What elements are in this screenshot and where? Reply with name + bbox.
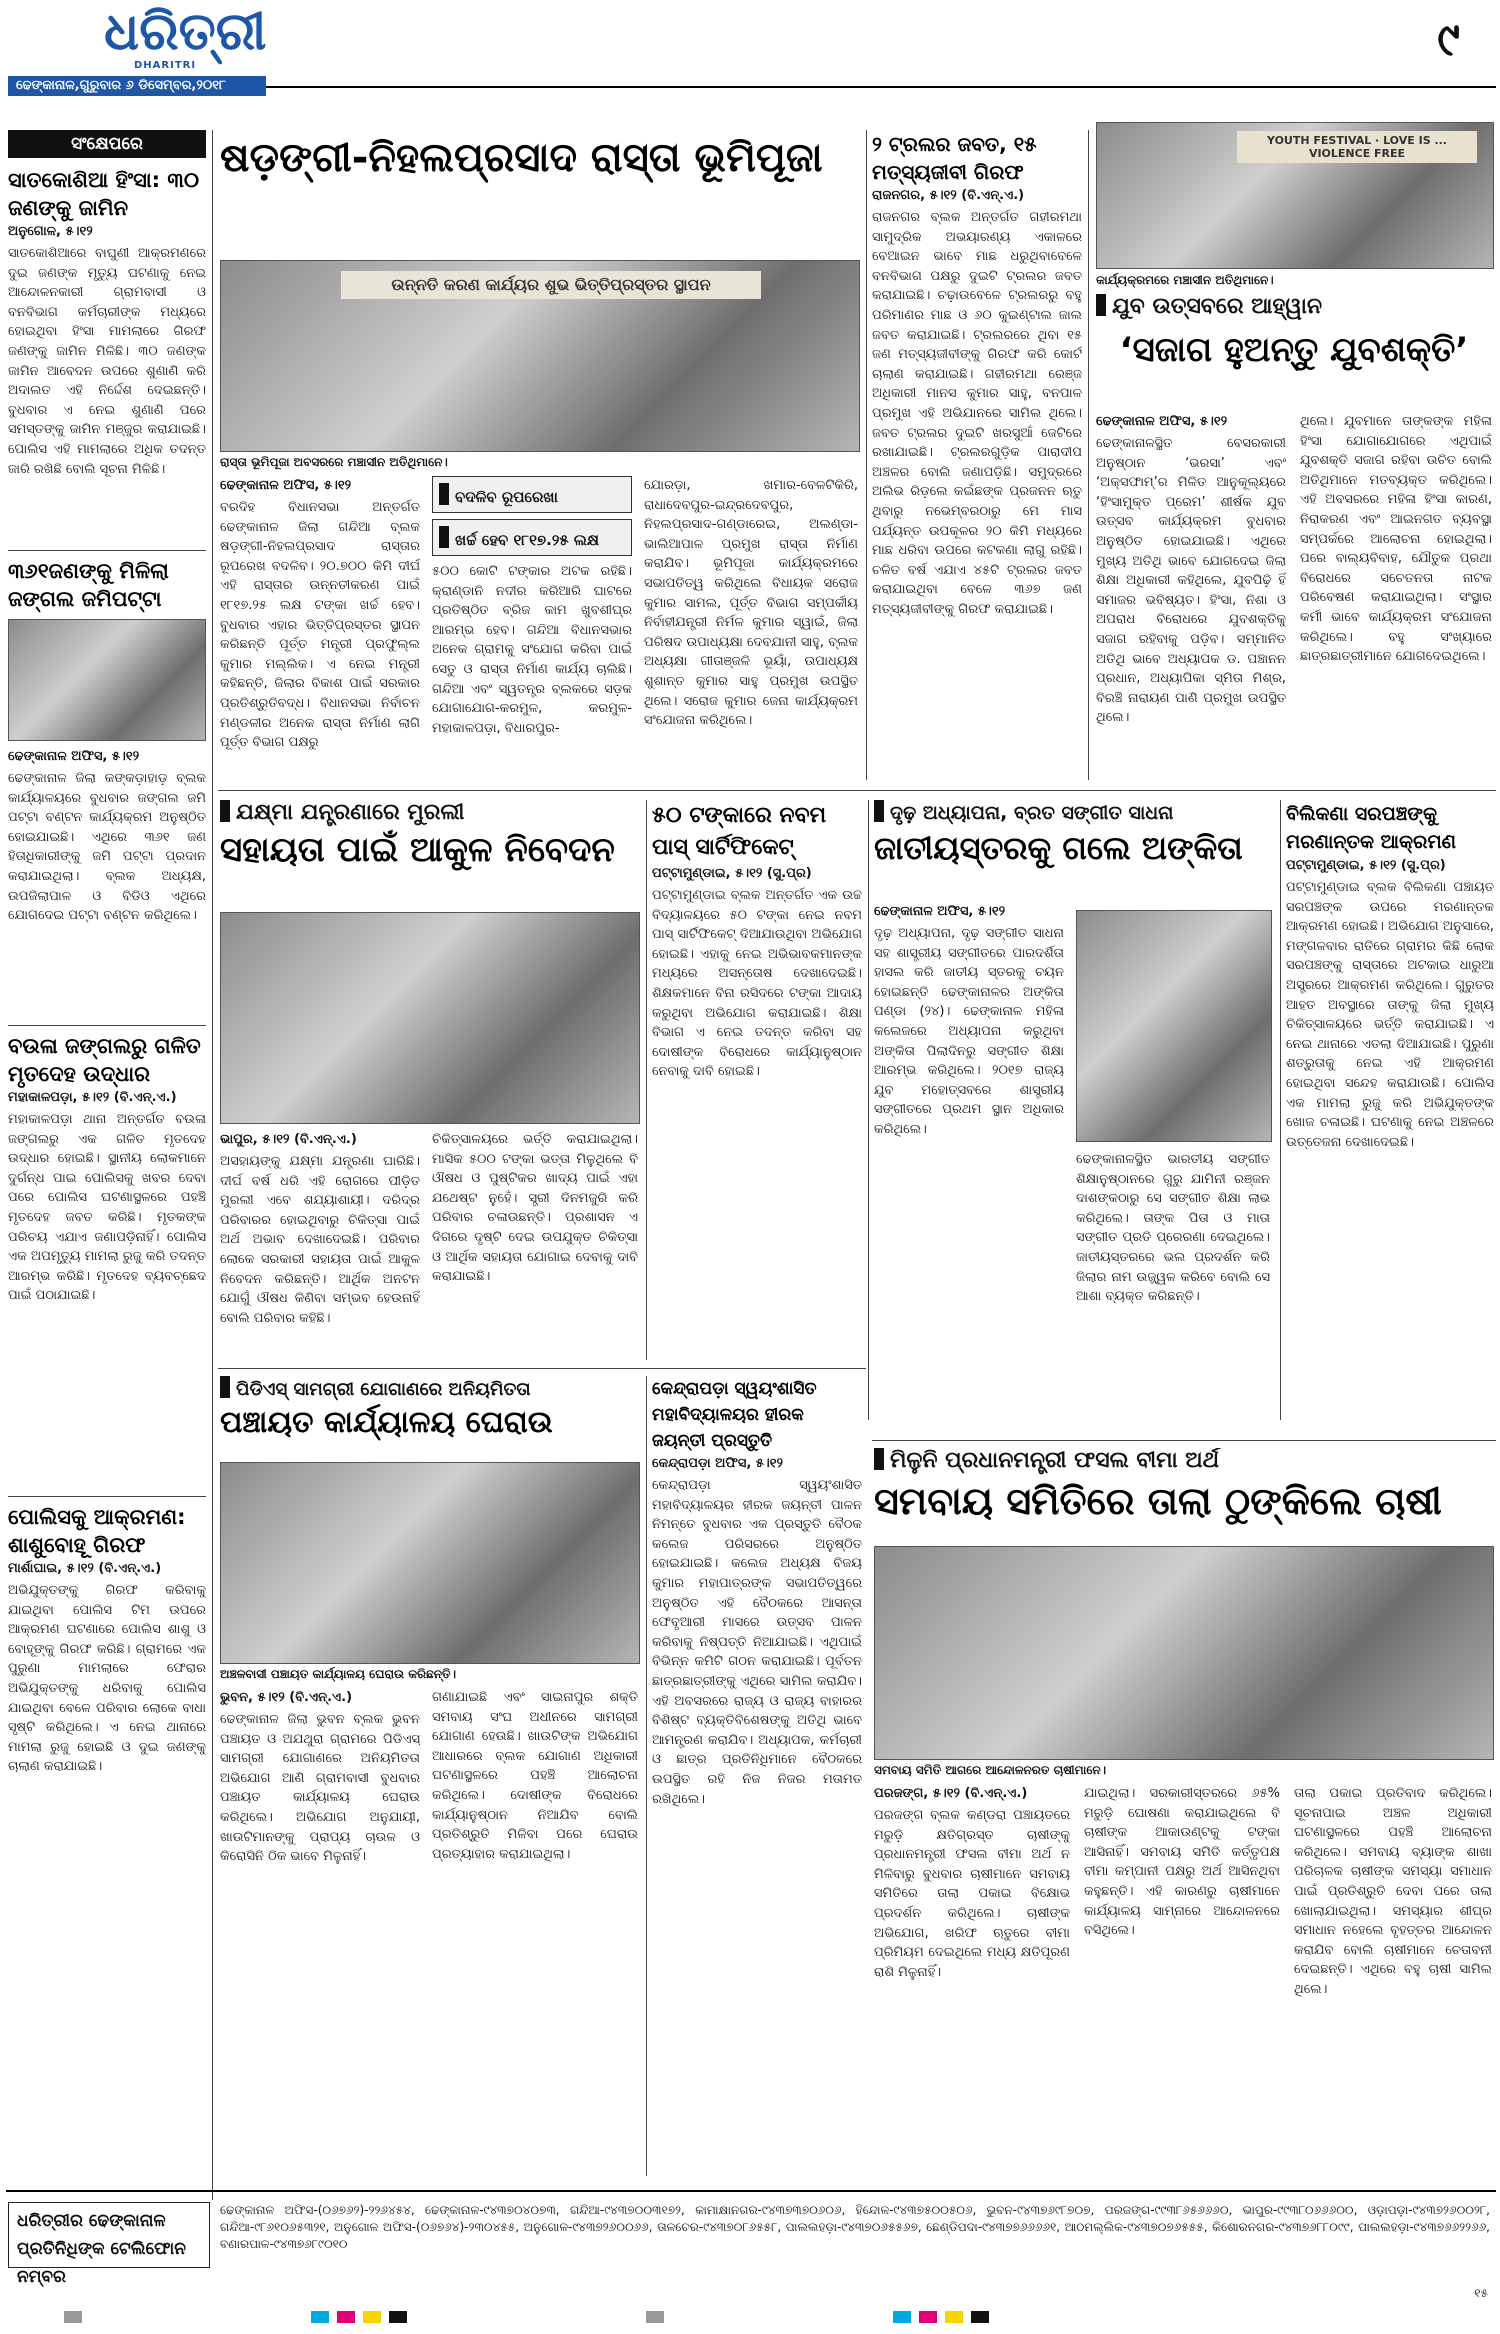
reg-swatch	[919, 2311, 937, 2323]
kendrapara-body: କେନ୍ଦ୍ରାପଡ଼ା ସ୍ୱୟଂଶାସିତ ମହାବିଦ୍ୟାଳୟର ହୀରକ ଜୟନ୍ତୀ ପାଳନ ନିମନ୍ତେ ବୁଧବାର ଏକ ପ୍ରସ୍ତୁତି ବୈଠକ କଲେଜ ପରିସରରେ ଅନୁଷ୍ଠିତ ହୋଇଯାଇଛି। କଲେଜ ଅଧ୍ୟକ୍ଷ ବିଜୟ କୁମାର ମହାପାତ୍ରଙ୍କ ସଭାପତିତ୍ୱରେ ଅନୁଷ୍ଠିତ ଏହି ବୈଠକରେ ଆସନ୍ତା ଫେବୃଆରୀ ମାସରେ ଉତ୍ସବ ପାଳନ କରିବାକୁ ନିଷ୍ପତ୍ତି ନିଆଯାଇଛି। ଏଥିପାଇଁ ବିଭିନ୍ନ କମିଟି ଗଠନ କରାଯାଇଛି। ପୂର୍ବତନ ଛାତ୍ରଛାତ୍ରୀଙ୍କୁ ଏଥିରେ ସାମିଲ କରାଯିବ। ଏହି ଅବସରରେ ରାଜ୍ୟ ଓ ରାଜ୍ୟ ବାହାରର ବିଶିଷ୍ଟ ବ୍ୟକ୍ତିବିଶେଷଙ୍କୁ ଅତିଥି ଭାବେ ଆମନ୍ତ୍ରଣ କରାଯିବ। ଅଧ୍ୟାପକ, କର୍ମଚାରୀ ଓ ଛାତ୍ର ପ୍ରତିନିଧିମାନେ ବୈଠକରେ ଉପସ୍ଥିତ ରହି ନିଜ ନିଜର ମତାମତ ରଖିଥିଲେ।	[652, 1478, 862, 1807]
coop-body-1: ପରଜଙ୍ଗ ବ୍ଲକ କଣ୍ଡରା ପଞ୍ଚାୟତରେ ମରୁଡ଼ି କ୍ଷତିଗ୍ରସ୍ତ ଚାଷୀଙ୍କୁ ପ୍ରଧାନମନ୍ତ୍ରୀ ଫସଲ ବୀମା ଅର୍ଥ ନ ମିଳିବାରୁ ବୁଧବାର ଚାଷୀମାନେ ସମବାୟ ସମିତିରେ ତାଲା ପକାଇ ବିକ୍ଷୋଭ ପ୍ରଦର୍ଶନ କରିଥିଲେ। ଚାଷୀଙ୍କ ଅଭିଯୋଗ, ଖରିଫ ଋତୁରେ ବୀମା ପ୍ରିମିୟମ ଦେଇଥିଲେ ମଧ୍ୟ କ୍ଷତିପୂରଣ ରାଶି ମିଳୁନାହିଁ।	[874, 1808, 1070, 1980]
youth-dateline: ଢେଙ୍କାନାଳ ଅଫିସ, ୫।୧୨	[1096, 414, 1228, 429]
coop-headline: ସମବାୟ ସମିତିରେ ତାଲା ଠୁଙ୍କିଲେ ଚାଷୀ	[874, 1479, 1442, 1523]
lead-column-1	[220, 476, 420, 776]
youth-story	[1096, 122, 1494, 782]
page-corner-number: ୧୫	[1474, 2286, 1488, 2300]
brief-dateline: ମହାକାଳପଡ଼ା, ୫।୧୨ (ବି.ଏନ୍.ଏ.)	[8, 1090, 177, 1105]
kicker-bar-icon	[220, 800, 230, 822]
logo	[104, 1, 267, 71]
tb-headline: ସହାୟତା ପାଇଁ ଆକୁଳ ନିବେଦନ	[220, 830, 615, 870]
pds-caption: ଅଞ୍ଚଳବାସୀ ପଞ୍ଚାୟତ କାର୍ଯ୍ୟାଳୟ ଘେରାଉ କରିଛନ୍ତି।	[220, 1667, 456, 1681]
reg-swatch	[971, 2311, 989, 2323]
reg-swatch	[646, 2311, 664, 2323]
ankita-column-2	[1076, 1150, 1270, 1420]
coop-caption: ସମବାୟ ସମିତି ଆଗରେ ଆନ୍ଦୋଳନରତ ଚାଷୀମାନେ।	[874, 1763, 1107, 1777]
youth-caption: କାର୍ଯ୍ୟକ୍ରମରେ ମଞ୍ଚାସୀନ ଅତିଥିମାନେ।	[1096, 273, 1274, 287]
brief-headline: ବଉଳା ଜଙ୍ଗଲରୁ ଗଳିତ ମୃତଦେହ ଉଦ୍ଧାର	[8, 1034, 201, 1086]
lead-photo	[220, 260, 860, 452]
lead-box-1-text: ବଦଳିବ ରୂପରେଖା	[455, 488, 558, 506]
lead-headline: ଷଡ଼ଙ୍ଗୀ-ନିହଲପ୍ରସାଦ ରାସ୍ତା ଭୂମିପୂଜା	[220, 135, 823, 181]
brief-item	[8, 557, 206, 1019]
kicker-bar-icon	[1096, 294, 1106, 316]
coop-body-2: ଯାଇଥିଲା। ସରକାରୀସ୍ତରରେ ୬୫% ମରୁଡ଼ି ଘୋଷଣା କରାଯାଇଥିଲେ ବି ଚାଷୀଙ୍କ ଆକାଉଣ୍ଟକୁ ଟଙ୍କା ଆସିନାହିଁ। ସମବାୟ ସମିତି କର୍ତ୍ତୃପକ୍ଷ ବୀମା କମ୍ପାନୀ ପକ୍ଷରୁ ଅର୍ଥ ଆସିନଥିବା କହୁଛନ୍ତି। ଏହି କାରଣରୁ ଚାଷୀମାନେ କାର୍ଯ୍ୟାଳୟ ସାମ୍ନାରେ ଆନ୍ଦୋଳନରେ ବସିଥିଲେ।	[1084, 1786, 1280, 1939]
pds-body-2: ଗଣାଯାଇଛି ଏବଂ ସାଇନାପୁର ଶକ୍ତି ସମବାୟ ସଂଘ ଅଧୀନରେ ସାମଗ୍ରୀ ଯୋଗାଣ ହେଉଛି। ଖାଉଟିଙ୍କ ଅଭିଯୋଗ ଆଧାରରେ ବ୍ଲକ ଯୋଗାଣ ଅଧିକାରୀ ଘଟଣାସ୍ଥଳରେ ପହଞ୍ଚି ଆଲୋଚନା କରିଥିଲେ। ଦୋଷୀଙ୍କ ବିରୋଧରେ କାର୍ଯ୍ୟାନୁଷ୍ଠାନ ନିଆଯିବ ବୋଲି ପ୍ରତିଶ୍ରୁତି ମିଳିବା ପରେ ଘେରାଉ ପ୍ରତ୍ୟାହାର କରାଯାଇଥିଲା।	[432, 1690, 638, 1862]
phone-list	[220, 2202, 1490, 2268]
kendrapara-headline: କେନ୍ଦ୍ରାପଡ଼ା ସ୍ୱୟଂଶାସିତ ମହାବିଦ୍ୟାଳୟର ହୀରକ ଜୟନ୍ତୀ ପ୍ରସ୍ତୁତି	[652, 1379, 817, 1451]
reg-swatch	[311, 2311, 329, 2323]
lead-box-1	[432, 476, 632, 513]
sarpanch-story	[1286, 800, 1494, 1440]
tb-body-2: ଚିକିତ୍ସାଳୟରେ ଭର୍ତ୍ତି କରାଯାଇଥିଲା। ମାସିକ ୫୦୦ ଟଙ୍କା ଭତ୍ତା ମିଳୁଥିଲେ ବି ଔଷଧ ଓ ପୁଷ୍ଟିକର ଖାଦ୍ୟ ପାଇଁ ଏହା ଯଥେଷ୍ଟ ନୁହେଁ। ସ୍ତ୍ରୀ ଦିନମଜୁରି କରି ପରିବାର ଚଳାଉଛନ୍ତି। ପ୍ରଶାସନ ଏ ଦିଗରେ ଦୃଷ୍ଟି ଦେଇ ଉପଯୁକ୍ତ ଚିକିତ୍ସା ଓ ଆର୍ଥିକ ସହାୟତା ଯୋଗାଇ ଦେବାକୁ ଦାବି କରାଯାଇଛି।	[432, 1132, 638, 1285]
lead-column-3	[644, 476, 858, 776]
column-rule	[1280, 800, 1281, 1420]
ankita-headline: ଜାତୀୟସ୍ତରକୁ ଗଲେ ଅଙ୍କିତା	[874, 829, 1243, 867]
youth-column-2	[1300, 412, 1492, 782]
sarpanch-dateline: ପଟ୍ଟାମୁଣ୍ଡାଇ, ୫।୧୨ (ସୁ.ପ୍ର)	[1286, 858, 1446, 873]
lead-column-2	[432, 476, 632, 776]
brief-dateline: ମାର୍ଶାଘାଇ, ୫।୧୨ (ବି.ଏନ୍.ଏ.)	[8, 1561, 162, 1576]
coop-dateline: ପରଜଙ୍ଗ, ୫।୧୨ (ବି.ଏନ୍.ଏ.)	[874, 1786, 1028, 1801]
box-bar-icon	[439, 483, 449, 505]
logo-text: ଧରିତ୍ରୀ	[104, 1, 267, 62]
cert-story	[652, 800, 862, 1360]
box-bar-icon	[439, 526, 449, 548]
sarpanch-body: ପଟ୍ଟାମୁଣ୍ଡାଇ ବ୍ଲକ ବିଲିକଣା ପଞ୍ଚାୟତ ସରପଞ୍ଚଙ୍କ ଉପରେ ମରଣାନ୍ତକ ଆକ୍ରମଣ ହୋଇଛି। ଅଭିଯୋଗ ଅନୁସାରେ, ମଙ୍ଗଳବାର ରାତିରେ ଗ୍ରାମର କିଛି ଲୋକ ସରପଞ୍ଚଙ୍କୁ ରାସ୍ତାରେ ଅଟକାଇ ଧାରୁଆ ଅସ୍ତ୍ରରେ ଆକ୍ରମଣ କରିଥିଲେ। ଗୁରୁତର ଆହତ ଅବସ୍ଥାରେ ତାଙ୍କୁ ଜିଲା ମୁଖ୍ୟ ଚିକିତ୍ସାଳୟରେ ଭର୍ତ୍ତି କରାଯାଇଛି। ଏ ନେଇ ଥାନାରେ ଏତଲା ଦିଆଯାଇଛି। ପୁରୁଣା ଶତ୍ରୁତାକୁ ନେଇ ଏହି ଆକ୍ରମଣ ହୋଇଥିବା ସନ୍ଦେହ କରାଯାଉଛି। ପୋଲିସ ଏକ ମାମଲା ରୁଜୁ କରି ଅଭିଯୁକ୍ତଙ୍କ ଖୋଜ ଚଳାଇଛି। ଘଟଣାକୁ ନେଇ ଅଞ୍ଚଳରେ ଉତ୍ତେଜନା ଦେଖାଦେଇଛି।	[1286, 880, 1494, 1150]
registration-marks	[60, 2308, 1440, 2327]
lead-body-1: ବରଦିହ ବିଧାନସଭା ଅନ୍ତର୍ଗତ ଢେଙ୍କାନାଳ ଜିଲା ଗନ୍ଦିଆ ବ୍ଲକ ଷଡ଼ଙ୍ଗୀ-ନିହଲପ୍ରସାଦ ରାସ୍ତାର ରୂପରେଖ ବଦଳିବ। ୨୦.୭୦୦ କିମି ଦୀର୍ଘ ଏହି ରାସ୍ତାର ଉନ୍ନତୀକରଣ ପାଇଁ ୧୮୧୭.୨୫ ଲକ୍ଷ ଟଙ୍କା ଖର୍ଚ୍ଚ ହେବ। ବୁଧବାର ଏହାର ଭିତ୍ତିପ୍ରସ୍ତର ସ୍ଥାପନ କରିଛନ୍ତି ପୂର୍ତ୍ତ ମନ୍ତ୍ରୀ ପ୍ରଫୁଲ୍ଲ କୁମାର ମଲ୍ଲିକ। ଏ ନେଇ ମନ୍ତ୍ରୀ କହିଛନ୍ତି, ଜିଲାର ବିକାଶ ପାଇଁ ସରକାର ପ୍ରତିଶ୍ରୁତିବଦ୍ଧ। ବିଧାନସଭା ନିର୍ବାଚନ ମଣ୍ଡଳୀର ଅନେକ ରାସ୍ତା ନିର୍ମାଣ ଲାଗି ପୂର୍ତ୍ତ ବିଭାଗ ପକ୍ଷରୁ	[220, 500, 420, 751]
pds-story	[220, 1376, 640, 2176]
cert-headline: ୫୦ ଟଙ୍କାରେ ନବମ ପାସ୍ ସାର୍ଟିଫିକେଟ୍	[652, 803, 827, 860]
tb-photo	[220, 912, 640, 1124]
youth-photo	[1096, 122, 1494, 269]
lead-caption: ରାସ୍ତା ଭୂମିପୂଜା ଅବସରରେ ମଞ୍ଚାସୀନ ଅତିଥିମାନେ।	[220, 455, 448, 469]
reg-swatch	[893, 2311, 911, 2323]
tb-column-2	[432, 1130, 638, 1360]
coop-kicker	[874, 1448, 1494, 1473]
ankita-body-1: ଦୃଢ଼ ଅଧ୍ୟାପନା, ଦୃଢ଼ ସଙ୍ଗୀତ ସାଧନା ସହ ଶାସ୍ତ୍ରୀୟ ସଙ୍ଗୀତରେ ପାରଦର୍ଶିତା ହାସଲ କରି ଜାତୀୟ ସ୍ତରକୁ ଚୟନ ହୋଇଛନ୍ତି ଢେଙ୍କାନାଳର ଅଙ୍କିତା ପଣ୍ଡା (୨୪)। ଢେଙ୍କାନାଳ ମହିଳା କଲେଜରେ ଅଧ୍ୟାପନା କରୁଥିବା ଅଙ୍କିତା ପିଲାଦିନରୁ ସଙ୍ଗୀତ ଶିକ୍ଷା ଆରମ୍ଭ କରିଥିଲେ। ୨୦୧୭ ରାଜ୍ୟ ଯୁବ ମହୋତ୍ସବରେ ଶାସ୍ତ୍ରୀୟ ସଙ୍ଗୀତରେ ପ୍ରଥମ ସ୍ଥାନ ଅଧିକାର କରିଥିଲେ।	[874, 926, 1064, 1137]
lead-photo-banner: ଉନ୍ନତି କରଣ କାର୍ଯ୍ୟର ଶୁଭ ଭିତ୍ତିପ୍ରସ୍ତର ସ୍ଥାପନ	[341, 271, 761, 299]
coop-column-1	[874, 1784, 1070, 2178]
tb-kicker	[220, 800, 640, 825]
tb-body-1: ଅସହାୟଙ୍କୁ ଯକ୍ଷ୍ମା ଯନ୍ତ୍ରଣା ଘାରିଛି। ଦୀର୍ଘ ବର୍ଷ ଧରି ଏହି ରୋଗରେ ପୀଡ଼ିତ ମୁରଲୀ ଏବେ ଶଯ୍ୟାଶାୟୀ। ଦରିଦ୍ର ପରିବାରର ହୋଇଥିବାରୁ ଚିକିତ୍ସା ପାଇଁ ଅର୍ଥ ଅଭାବ ଦେଖାଦେଇଛି। ପରିବାର ଲୋକେ ସରକାରୀ ସହାୟତା ପାଇଁ ଆକୁଳ ନିବେଦନ କରିଛନ୍ତି। ଆର୍ଥିକ ଅନଟନ ଯୋଗୁଁ ଔଷଧ କିଣିବା ସମ୍ଭବ ହେଉନାହିଁ ବୋଲି ପରିବାର କହିଛି।	[220, 1154, 420, 1326]
youth-body-2: ଥିଲେ। ଯୁବମାନେ ତାଙ୍କଙ୍କ ମହିଳା ହିଂସା ଯୋଗାଯୋଗରେ ଏଥିପାଇଁ ଯୁବଶକ୍ତି ସଜାଗ ରହିବା ଉଚିତ ବୋଲି ଅତିଥିମାନେ ମତବ୍ୟକ୍ତ କରିଥିଲେ। ଏହି ଅବସରରେ ମହିଳା ହିଂସା କାରଣ, ନିରାକରଣ ଏବଂ ଆଇନଗତ ବ୍ୟବସ୍ଥା ସମ୍ପର୍କରେ ଆଲୋଚନା ହୋଇଥିଲା। ପରେ ବାଲ୍ୟବିବାହ, ଯୌତୁକ ପ୍ରଥା ବିରୋଧରେ ସଚେତନତା ନାଟକ ପରିବେଷଣ କରାଯାଇଥିଲା। ସଂସ୍ଥାର କର୍ମୀ ଭାବେ କାର୍ଯ୍ୟକ୍ରମ ସଂଯୋଜନା କରିଥିଲେ। ବହୁ ସଂଖ୍ୟାରେ ଛାତ୍ରଛାତ୍ରୀମାନେ ଯୋଗଦେଇଥିଲେ।	[1300, 414, 1492, 665]
dateline-text: ଢେଙ୍କାନାଳ,ଗୁରୁବାର ୬ ଡିସେମ୍ବର,୨୦୧୮	[16, 78, 226, 93]
footer	[0, 2190, 1500, 2334]
brief-headline: ପୋଲିସକୁ ଆକ୍ରମଣ: ଶାଶୁବୋହୂ ଗିରଫ	[8, 1505, 186, 1557]
kicker-bar-icon	[220, 1376, 230, 1398]
coop-story	[874, 1448, 1494, 2178]
brief-body: ଢେଙ୍କାନାଳ ଜିଲା କଙ୍କଡ଼ାହାଡ଼ ବ୍ଲକ କାର୍ଯ୍ୟାଳୟରେ ବୁଧବାର ଜଙ୍ଗଲ ଜମି ପଟ୍ଟା ବଣ୍ଟନ କାର୍ଯ୍ୟକ୍ରମ ଅନୁଷ୍ଠିତ ହୋଇଯାଇଛି। ଏଥିରେ ୩୬୧ ଜଣ ହିତାଧିକାରୀଙ୍କୁ ଜମି ପଟ୍ଟା ପ୍ରଦାନ କରାଯାଇଥିଲା। ବ୍ଲକ ଅଧ୍ୟକ୍ଷ, ଉପଜିଲାପାଳ ଓ ବିଡିଓ ଏଥିରେ ଯୋଗଦେଇ ପଟ୍ଟା ବଣ୍ଟନ କରିଥିଲେ।	[8, 771, 206, 924]
tb-kicker-text: ଯକ୍ଷ୍ମା ଯନ୍ତ୍ରଣାରେ ମୁରଲୀ	[236, 800, 465, 825]
reg-swatch	[363, 2311, 381, 2323]
section-rule	[872, 1440, 1496, 1441]
sarpanch-headline: ବିଲିକଣା ସରପଞ୍ଚଙ୍କୁ ମରଣାନ୍ତକ ଆକ୍ରମଣ	[1286, 803, 1457, 853]
lead-body-3: ଯୋରଡ଼ା, ଖମାର-ବେଳଟିକିରି, ରାଧାଦେବପୁର-ଇନ୍ଦ୍ରଦେବପୁର, ନିହଲପ୍ରସାଦ-ଗଣ୍ଡାରେଇ, ଅଲଣ୍ଡା-ଭାଲିଆପାଳ ପ୍ରମୁଖ ରାସ୍ତା ନିର୍ମାଣ କରାଯିବ। ଭୂମିପୂଜା କାର୍ଯ୍ୟକ୍ରମରେ ସଭାପତିତ୍ୱ କରିଥିଲେ ବିଧାୟକ ସରୋଜ କୁମାର ସାମଲ, ପୂର୍ତ୍ତ ବିଭାଗ ସମ୍ପର୍କୀୟ ନିର୍ବାହୀଯନ୍ତ୍ରୀ ନିର୍ମଳ କୁମାର ସ୍ୱାଇଁ, ଜିଲା ପରିଷଦ ଉପାଧ୍ୟକ୍ଷା ଦେବଯାନୀ ସାହୁ, ବ୍ଲକ ଅଧ୍ୟକ୍ଷା ଗୀତାଞ୍ଜଳି ଭୂୟାଁ, ଉପାଧ୍ୟକ୍ଷ ଶୁଶାନ୍ତ କୁମାର ସାହୁ ପ୍ରମୁଖ ଉପସ୍ଥିତ ଥିଲେ। ସରୋଜ କୁମାର ଜେନା କାର୍ଯ୍ୟକ୍ରମ ସଂଯୋଜନା କରିଥିଲେ।	[644, 478, 858, 729]
tb-story	[220, 800, 640, 1360]
lead-box-2-text: ଖର୍ଚ୍ଚ ହେବ ୧୮୧୭.୨୫ ଲକ୍ଷ	[455, 531, 600, 549]
ankita-story	[874, 800, 1272, 1440]
phone-box	[8, 2202, 210, 2287]
footer-rule	[6, 2190, 1496, 2192]
phone-box-label: ଧରିତ୍ରୀର ଢେଙ୍କାନାଳ ପ୍ରତିନିଧିଙ୍କ ଟେଲିଫୋନ ନମ୍ବର	[17, 2211, 187, 2287]
youth-headline: ‘ସଜାଗ ହୁଅନ୍ତୁ ଯୁବଶକ୍ତି’	[1119, 330, 1469, 370]
coop-kicker-text: ମିଳୁନି ପ୍ରଧାନମନ୍ତ୍ରୀ ଫସଲ ବୀମା ଅର୍ଥ	[890, 1448, 1220, 1473]
brief-body: ମହାକାଳପଡ଼ା ଥାନା ଅନ୍ତର୍ଗତ ବଉଳା ଜଙ୍ଗଲରୁ ଏକ ଗଳିତ ମୃତଦେହ ଉଦ୍ଧାର ହୋଇଛି। ସ୍ଥାନୀୟ ଲୋକମାନେ ଦୁର୍ଗନ୍ଧ ପାଇ ପୋଲିସକୁ ଖବର ଦେବା ପରେ ପୋଲିସ ଘଟଣାସ୍ଥଳରେ ପହଞ୍ଚି ମୃତଦେହ ଜବତ କରିଛି। ମୃତକଙ୍କ ପରିଚୟ ଏଯାଏ ଜଣାପଡ଼ିନାହିଁ। ପୋଲିସ ଏକ ଅପମୃତ୍ୟୁ ମାମଲା ରୁଜୁ କରି ତଦନ୍ତ ଆରମ୍ଭ କରିଛି। ମୃତଦେହ ବ୍ୟବଚ୍ଛେଦ ପାଇଁ ପଠାଯାଇଛି।	[8, 1112, 206, 1304]
lead-dateline: ଢେଙ୍କାନାଳ ଅଫିସ, ୫।୧୨	[220, 478, 352, 493]
coop-photo	[874, 1546, 1494, 1760]
brief-divider	[8, 1025, 206, 1026]
kicker-bar-icon	[874, 1448, 884, 1470]
youth-photo-banner: YOUTH FESTIVAL · LOVE IS ... VIOLENCE FREE	[1237, 131, 1477, 163]
ankita-body-2: ଢେଙ୍କାନାଳସ୍ଥିତ ଭାରତୀୟ ସଙ୍ଗୀତ ଶିକ୍ଷାନୁଷ୍ଠାନରେ ଗୁରୁ ଯାମିନୀ ରଞ୍ଜନ ଦାଶଙ୍କଠାରୁ ସେ ସଙ୍ଗୀତ ଶିକ୍ଷା ଲାଭ କରିଥିଲେ। ତାଙ୍କ ପିତା ଓ ମାତା ସଙ୍ଗୀତ ପ୍ରତି ପ୍ରେରଣା ଦେଇଥିଲେ। ଜାତୀୟସ୍ତରରେ ଭଲ ପ୍ରଦର୍ଶନ କରି ଜିଲାର ନାମ ଉଜ୍ଜ୍ୱଳ କରିବେ ବୋଲି ସେ ଆଶା ବ୍ୟକ୍ତ କରିଛନ୍ତି।	[1076, 1152, 1270, 1305]
column-rule	[866, 130, 867, 780]
trawler-headline: ୨ ଟ୍ରଲର ଜବତ, ୧୫ ମତ୍ସ୍ୟଜୀବୀ ଗିରଫ	[872, 132, 1037, 184]
cert-dateline: ପଟ୍ଟାମୁଣ୍ଡାଇ, ୫।୧୨ (ସୁ.ପ୍ର)	[652, 866, 812, 881]
youth-column-1	[1096, 412, 1286, 782]
lead-box-2	[432, 519, 632, 556]
brief-item	[8, 1032, 206, 1490]
youth-body-1: ଢେଙ୍କାନାଳସ୍ଥିତ ବେସରକାରୀ ଅନୁଷ୍ଠାନ ‘ଭରସା’ ଏବଂ ‘ଅକ୍ସଫାମ୍’ର ମିଳିତ ଆନୁକୂଲ୍ୟରେ ‘ହିଂସାମୁକ୍ତ ପ୍ରେମ’ ଶୀର୍ଷକ ଯୁବ ଉତ୍ସବ କାର୍ଯ୍ୟକ୍ରମ ବୁଧବାର ଅନୁଷ୍ଠିତ ହୋଇଯାଇଛି। ଏଥିରେ ମୁଖ୍ୟ ଅତିଥି ଭାବେ ଯୋଗଦେଇ ଜିଲା ଶିକ୍ଷା ଅଧିକାରୀ କହିଥିଲେ, ଯୁବପିଢ଼ି ହିଁ ସମାଜର ଭବିଷ୍ୟତ। ହିଂସା, ନିଶା ଓ ଅପରାଧ ବିରୋଧରେ ଯୁବଶକ୍ତିକୁ ସଜାଗ ରହିବାକୁ ପଡ଼ିବ। ସମ୍ମାନିତ ଅତିଥି ଭାବେ ଅଧ୍ୟାପକ ଡ. ପଞ୍ଚାନନ ପ୍ରଧାନ, ଅଧ୍ୟାପିକା ସ୍ମିତା ମିଶ୍ର, ବିରଞ୍ଚି ନାରାୟଣ ପାଣି ପ୍ରମୁଖ ଉପସ୍ଥିତ ଥିଲେ।	[1096, 436, 1286, 726]
coop-body-3: ତାଲା ପକାଇ ପ୍ରତିବାଦ କରିଥିଲେ। ସୂଚନାପାଇ ଅଞ୍ଚଳ ଅଧିକାରୀ ଘଟଣାସ୍ଥଳରେ ପହଞ୍ଚି ଆଲୋଚନା କରିଥିଲେ। ସମବାୟ ବ୍ୟାଙ୍କ ଶାଖା ପରିଚାଳକ ଚାଷୀଙ୍କ ସମସ୍ୟା ସମାଧାନ ପାଇଁ ପ୍ରତିଶ୍ରୁତି ଦେବା ପରେ ତାଲା ଖୋଲାଯାଇଥିଲା। ସମସ୍ୟାର ଶୀଘ୍ର ସମାଧାନ ନହେଲେ ବୃହତ୍ତର ଆନ୍ଦୋଳନ କରାଯିବ ବୋଲି ଚାଷୀମାନେ ଚେତାବନୀ ଦେଇଛନ୍ତି। ଏଥିରେ ବହୁ ଚାଷୀ ସାମିଲ ଥିଲେ।	[1294, 1786, 1492, 1997]
pds-body-1: ଢେଙ୍କାନାଳ ଜିଲା ଭୁବନ ବ୍ଲକ ଭୁବନ ପଞ୍ଚାୟତ ଓ ଅଯଥୁରା ଗ୍ରାମରେ ପିଡିଏସ୍ ସାମଗ୍ରୀ ଯୋଗାଣରେ ଅନିୟମିତତା ଅଭିଯୋଗ ଆଣି ଗ୍ରାମବାସୀ ବୁଧବାର ପଞ୍ଚାୟତ କାର୍ଯ୍ୟାଳୟ ଘେରାଉ କରିଥିଲେ। ଅଭିଯୋଗ ଅନୁଯାୟୀ, ଖାଉଟିମାନଙ୍କୁ ପ୍ରାପ୍ୟ ଚାଉଳ ଓ କିରୋସିନି ଠିକ ଭାବେ ମିଳୁନାହିଁ।	[220, 1712, 420, 1865]
brief-column	[8, 130, 206, 2210]
youth-kicker-text: ଯୁବ ଉତ୍ସବରେ ଆହ୍ୱାନ	[1112, 294, 1323, 319]
brief-dateline: ଢେଙ୍କାନାଳ ଅଫିସ, ୫।୧୨	[8, 749, 140, 764]
pds-column-1	[220, 1688, 420, 2176]
dateline-bar	[8, 76, 266, 96]
column-rule	[646, 1376, 647, 2176]
trawler-dateline: ରାଜନଗର, ୫।୧୨ (ବି.ଏନ୍.ଏ.)	[872, 188, 1025, 203]
reg-swatch	[64, 2311, 82, 2323]
brief-headline: ୩୬୧ଜଣଙ୍କୁ ମିଳିଲା ଜଙ୍ଗଲ ଜମିପଟ୍ଟା	[8, 559, 169, 611]
pds-photo	[220, 1462, 640, 1664]
masthead-rule	[266, 86, 1496, 88]
brief-body: ସାତକୋଶିଆରେ ବାଘୁଣୀ ଆକ୍ରମଣରେ ଦୁଇ ଜଣଙ୍କ ମୃତ୍ୟୁ ଘଟଣାକୁ ନେଇ ଆନ୍ଦୋଳନକାରୀ ଗ୍ରାମବାସୀ ଓ ବନବିଭାଗ କର୍ମଚାରୀଙ୍କ ମଧ୍ୟରେ ହୋଇଥିବା ହିଂସା ମାମଲାରେ ଗିରଫ ଜଣଙ୍କୁ ଜାମିନ ମିଳିଛି। ୩୦ ଜଣଙ୍କ ଜାମିନ ଆବେଦନ ଉପରେ ଶୁଣାଣି କରି ଅଦାଲତ ଏହି ନିର୍ଦ୍ଦେଶ ଦେଇଛନ୍ତି। ବୁଧବାର ଏ ନେଇ ଶୁଣାଣି ପରେ ସମସ୍ତଙ୍କୁ ଜାମିନ ମଞ୍ଜୁର କରାଯାଇଛି। ପୋଲିସ ଏହି ମାମଲାରେ ଅଧିକ ତଦନ୍ତ ଜାରି ରଖିଛି ବୋଲି ସୂଚନା ମିଳିଛି।	[8, 246, 206, 477]
ankita-dateline: ଢେଙ୍କାନାଳ ଅଫିସ, ୫।୧୨	[874, 904, 1006, 919]
kendrapara-story	[652, 1376, 862, 2176]
ankita-photo	[1076, 910, 1272, 1142]
page-number: ୯	[1437, 12, 1460, 66]
tb-dateline: ଭାପୁର, ୫।୧୨ (ବି.ଏନ୍.ଏ.)	[220, 1132, 357, 1147]
brief-item	[8, 166, 206, 544]
coop-column-2	[1084, 1784, 1280, 2178]
brief-label: ସଂକ୍ଷେପରେ	[8, 130, 206, 158]
kicker-bar-icon	[874, 800, 884, 822]
reg-swatch	[389, 2311, 407, 2323]
section-rule	[218, 1368, 866, 1369]
phone-list-text: ଢେଙ୍କାନାଳ ଅଫିସ-(୦୬୭୬୨)-୨୨୬୪୫୪, ଢେଙ୍କାନାଳ-୯୪୩୭୦୪୦୭୩, ଗନ୍ଦିଆ-୯୪୩୭୦୦୩୧୭୨, କାମାକ୍ଷାନଗର-୯୪୩୭୩୭୦୬୦୬, ହିନ୍ଦୋଳ-୯୪୩୭୫୦୦୫୦୬, ଭୁବନ-୯୪୩୭୬୯୮୭୦୭, ପରଜଙ୍ଗ-୯୯୩୮୬୫୬୬୬୦, ଭାପୁର-୯୯୩୮୦୬୬୬୦୦, ଓଡ଼ାପଡ଼ା-୯୪୩୭୨୬୦୦୨୮, ଗନ୍ଦିଆ-୯୮୬୧୦୬୫୩୨୧, ଅନୁଗୋଳ ଅଫିସ-(୦୬୭୬୪)-୨୩୦୪୫୫, ଅନୁଗୋଳ-୯୪୩୭୨୬୦୦୬୬, ତାଳଚେର-୯୪୩୭୦୮୬୫୫୮, ପାଲଲହଡ଼ା-୯୪୩୭୦୬୫୫୬୭, ଛେଣ୍ଡିପଦା-୯୪୩୭୭୬୬୬୬୧, ଆଠମଲ୍ଲିକ-୯୪୩୭୦୭୬୫୫୫, କିଶୋରନଗର-୯୪୩୭୬୮୮୦୯୯, ପାଲଲହଡ଼ା-୯୪୩୭୬୬୨୨୬୬, ବଣାରପାଳ-୯୪୩୭୬୮୯୦୧୦	[220, 2203, 1490, 2251]
reg-swatch	[337, 2311, 355, 2323]
masthead	[0, 0, 1500, 92]
cert-body: ପଟ୍ଟାମୁଣ୍ଡାଇ ବ୍ଲକ ଅନ୍ତର୍ଗତ ଏକ ଉଚ୍ଚ ବିଦ୍ୟାଳୟରେ ୫୦ ଟଙ୍କା ନେଇ ନବମ ପାସ୍ ସାର୍ଟିଫିକେଟ୍ ଦିଆଯାଉଥିବା ଅଭିଯୋଗ ହୋଇଛି। ଏହାକୁ ନେଇ ଅଭିଭାବକମାନଙ୍କ ମଧ୍ୟରେ ଅସନ୍ତୋଷ ଦେଖାଦେଇଛି। ଶିକ୍ଷକମାନେ ବିନା ରସିଦରେ ଟଙ୍କା ଆଦାୟ କରୁଥିବା ଅଭିଯୋଗ କରାଯାଇଛି। ଶିକ୍ଷା ବିଭାଗ ଏ ନେଇ ତଦନ୍ତ କରିବା ସହ ଦୋଷୀଙ୍କ ବିରୋଧରେ କାର୍ଯ୍ୟାନୁଷ୍ଠାନ ନେବାକୁ ଦାବି ହୋଇଛି।	[652, 888, 862, 1080]
pds-kicker-text: ପିଡିଏସ୍ ସାମଗ୍ରୀ ଯୋଗାଣରେ ଅନିୟମିତତା	[236, 1379, 531, 1400]
coop-column-3	[1294, 1784, 1492, 2178]
youth-kicker	[1096, 294, 1322, 319]
brief-body: ଅଭିଯୁକ୍ତଙ୍କୁ ଗିରଫ କରିବାକୁ ଯାଇଥିବା ପୋଲିସ ଟିମ ଉପରେ ଆକ୍ରମଣ ଘଟଣାରେ ପୋଲିସ ଶାଶୁ ଓ ବୋହୂଙ୍କୁ ଗିରଫ କରିଛି। ଗ୍ରାମରେ ଏକ ପୁରୁଣା ମାମଲାରେ ଫେରାର ଅଭିଯୁକ୍ତଙ୍କୁ ଧରିବାକୁ ପୋଲିସ ଯାଇଥିବା ବେଳେ ପରିବାର ଲୋକେ ବାଧା ସୃଷ୍ଟି କରିଥିଲେ। ଏ ନେଇ ଥାନାରେ ମାମଲା ରୁଜୁ ହୋଇଛି ଓ ଦୁଇ ଜଣଙ୍କୁ ଚାଲାଣ କରାଯାଇଛି।	[8, 1583, 206, 1775]
column-rule	[1088, 130, 1089, 780]
trawler-body: ରାଜନଗର ବ୍ଲକ ଅନ୍ତର୍ଗତ ଗହୀରମଥା ସାମୁଦ୍ରିକ ଅଭୟାରଣ୍ୟ ଏକାଳରେ ବେଆଇନ ଭାବେ ମାଛ ଧରୁଥିବାବେଳେ ବନବିଭାଗ ପକ୍ଷରୁ ଦୁଇଟି ଟ୍ରଲର ଜବତ କରାଯାଇଛି। ଚଢ଼ାଉବେଳେ ଟ୍ରଲରରୁ ବହୁ ପରିମାଣର ମାଛ ଓ ୬୦ କୁଇଣ୍ଟାଲ ଜାଲ ଜବତ କରାଯାଇଛି। ଟ୍ରଲରରେ ଥିବା ୧୫ ଜଣ ମତ୍ସ୍ୟଜୀବୀଙ୍କୁ ଗିରଫ କରି କୋର୍ଟ ଚାଲାଣ କରାଯାଇଛି। ଗହୀରମଥା ରେଞ୍ଜ ଅଧିକାରୀ ମାନସ କୁମାର ସାହୁ, ବନପାଳ ପ୍ରମୁଖ ଏହି ଅଭିଯାନରେ ସାମିଲ ଥିଲେ। ଜବତ ଟ୍ରଲର ଦୁଇଟି ଖରସୁଆଁ ଜେଟିରେ ରଖାଯାଇଛି। ଟ୍ରଲରଗୁଡ଼ିକ ପାରାଦୀପ ଅଞ୍ଚଳର ବୋଲି ଜଣାପଡ଼ିଛି। ସମୁଦ୍ରରେ ଅଲିଭ ରିଡ଼ଲେ କଇଁଛଙ୍କ ପ୍ରଜନନ ଋତୁ ଥିବାରୁ ନଭେମ୍ବରଠାରୁ ମେ ମାସ ପର୍ଯ୍ୟନ୍ତ ଉପକୂଳର ୨୦ କିମି ମଧ୍ୟରେ ମାଛ ଧରିବା ଉପରେ କଟକଣା ଲାଗୁ ରହିଛି। ଚଳିତ ବର୍ଷ ଏଯାଏ ୪୫ଟି ଟ୍ରଲର ଜବତ କରାଯାଇଥିବା ବେଳେ ୩୬୭ ଜଣ ମତ୍ସ୍ୟଜୀବୀଙ୍କୁ ଗିରଫ କରାଯାଇଛି।	[872, 210, 1082, 617]
pds-headline: ପଞ୍ଚାୟତ କାର୍ଯ୍ୟାଳୟ ଘେରାଉ	[220, 1405, 553, 1440]
column-rule	[868, 800, 869, 1420]
pds-kicker	[220, 1376, 640, 1400]
lead-body-2: ୫୦୦ କୋଟି ଟଙ୍କାର ଅଟକ ରହିଛି। କ୍ରାଣ୍ଡାନି ନଦୀର କରିଆରି ଘାଟରେ ପ୍ରତିଷ୍ଠିତ ବ୍ରିଜ କାମ ଖୁବଶୀଘ୍ର ଆରମ୍ଭ ହେବ। ଗନ୍ଦିଆ ବିଧାନସଭାର ଅନେକ ଗ୍ରାମକୁ ସଂଯୋଗ କରିବା ପାଇଁ ସେତୁ ଓ ରାସ୍ତା ନିର୍ମାଣ କାର୍ଯ୍ୟ ଚାଲିଛି। ଗନ୍ଦିଆ ଏବଂ ସ୍ୱତନ୍ତ୍ର ବ୍ଲକରେ ସଡ଼କ ଯୋଗାଯୋଗ-କରମୁଳ, କରମୁଳ-ମହାକାଳପଡ଼ା, ବିଧାରପୁର-	[432, 564, 632, 736]
pds-dateline: ଭୁବନ, ୫।୧୨ (ବି.ଏନ୍.ଏ.)	[220, 1690, 353, 1705]
tb-column-1	[220, 1130, 420, 1360]
ankita-kicker	[874, 800, 1272, 824]
brief-headline: ସାତକୋଶିଆ ହିଂସା: ୩୦ ଜଣଙ୍କୁ ଜାମିନ	[8, 168, 200, 220]
brief-divider	[8, 1496, 206, 1497]
trawler-story	[872, 130, 1082, 780]
ankita-column-1	[874, 902, 1064, 1422]
brief-dateline: ଅନୁଗୋଳ, ୫।୧୨	[8, 224, 93, 239]
pds-column-2	[432, 1688, 638, 2176]
reg-swatch	[945, 2311, 963, 2323]
lead-story	[220, 130, 860, 780]
column-rule	[646, 800, 647, 1360]
brief-item	[8, 1503, 206, 1881]
ankita-kicker-text: ଦୃଢ଼ ଅଧ୍ୟାପନା, ବ୍ରତ ସଙ୍ଗୀତ ସାଧନା	[890, 802, 1174, 824]
brief-photo	[8, 619, 206, 741]
kendrapara-dateline: କେନ୍ଦ୍ରାପଡ଼ା ଅଫିସ, ୫।୧୨	[652, 1456, 783, 1471]
brief-divider	[8, 550, 206, 551]
logo-sub: DHARITRI	[134, 60, 197, 71]
section-rule	[218, 790, 1496, 791]
column-rule	[212, 130, 213, 2200]
